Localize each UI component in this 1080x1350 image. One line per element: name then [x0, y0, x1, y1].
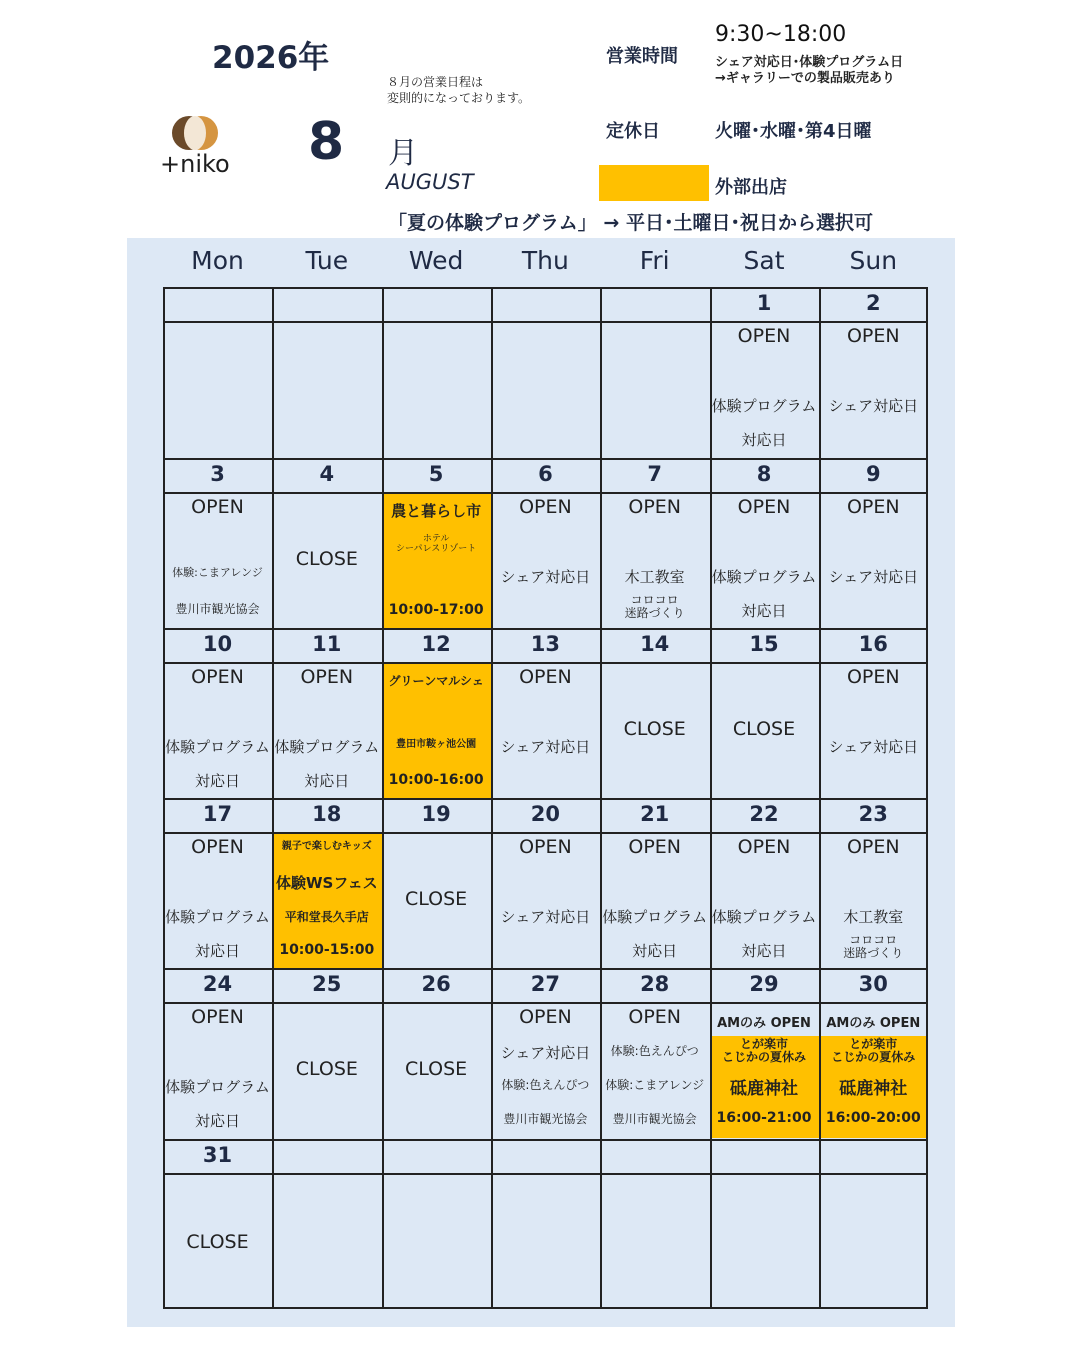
- day-number: 31: [202, 1143, 233, 1167]
- day-28-line-2: 体験:こまアレンジ: [605, 1078, 705, 1092]
- grid-line: [163, 628, 928, 630]
- day-18-line-1: 体験WSフェス: [275, 874, 378, 892]
- grid-line: [163, 832, 928, 834]
- day-cell-3: [163, 458, 272, 628]
- day-8-line-1: 体験プログラム: [711, 568, 817, 586]
- day-cell-16: [819, 628, 928, 798]
- day-16-line-0: OPEN: [846, 666, 900, 688]
- day-cell-7: [600, 458, 709, 628]
- day-18-line-3: 10:00-15:00: [279, 942, 375, 958]
- day-30-line-1: とが楽市 こじかの夏休み: [831, 1037, 916, 1064]
- niko-logo: [160, 112, 250, 182]
- day-cell-29: [710, 968, 819, 1138]
- day-7-line-1: 木工教室: [624, 568, 685, 586]
- year-title: 2026年: [212, 40, 330, 76]
- day-cell-9: [819, 458, 928, 628]
- empty-cell: [710, 1139, 819, 1309]
- external-event-label: 外部出店: [715, 177, 787, 198]
- empty-cell: [600, 1139, 709, 1309]
- day-13-line-1: シェア対応日: [500, 738, 591, 756]
- day-15-line-0: CLOSE: [732, 718, 796, 740]
- grid-line: [163, 662, 928, 664]
- day-28-line-3: 豊川市観光協会: [612, 1112, 697, 1126]
- day-10-line-1: 体験プログラム: [165, 738, 270, 756]
- day-number: 7: [647, 462, 662, 486]
- day-3-line-2: 豊川市観光協会: [175, 602, 260, 616]
- day-cell-10: [163, 628, 272, 798]
- weekday-tue: Tue: [305, 246, 349, 275]
- day-number: 2: [865, 291, 881, 315]
- month-english: AUGUST: [386, 170, 474, 194]
- day-23-line-1: 木工教室: [843, 908, 904, 926]
- closed-days-value: 火曜･水曜･第4日曜: [715, 121, 872, 142]
- day-11-line-0: OPEN: [300, 666, 354, 688]
- day-number: 19: [421, 802, 451, 826]
- day-10-line-0: OPEN: [191, 666, 244, 688]
- grid-line: [163, 492, 928, 494]
- hours-label: 営業時間: [606, 46, 678, 67]
- logo-text: +niko: [160, 150, 230, 178]
- day-5-line-2: 10:00-17:00: [388, 602, 484, 618]
- hours-value: 9:30~18:00: [715, 22, 847, 47]
- day-3-line-0: OPEN: [191, 496, 244, 518]
- grid-line: [710, 287, 712, 1309]
- day-21-line-0: OPEN: [628, 836, 681, 858]
- day-1-line-1: 体験プログラム: [711, 397, 817, 415]
- day-6-line-1: シェア対応日: [500, 568, 591, 586]
- grid-line: [163, 287, 165, 1309]
- day-19-line-0: CLOSE: [404, 888, 468, 910]
- grid-line: [600, 287, 602, 1309]
- day-8-line-0: OPEN: [737, 496, 791, 518]
- day-cell-22: [710, 798, 819, 968]
- day-cell-24: [163, 968, 272, 1138]
- day-number: 21: [640, 802, 670, 826]
- day-17-line-1: 体験プログラム: [165, 908, 270, 926]
- day-21-line-2: 対応日: [632, 942, 678, 960]
- day-cell-20: [491, 798, 600, 968]
- day-22-line-1: 体験プログラム: [711, 908, 817, 926]
- day-6-line-0: OPEN: [519, 496, 572, 518]
- empty-cell: [382, 287, 491, 457]
- empty-cell: [819, 1139, 928, 1309]
- summer-program-note: 「夏の体験プログラム」 → 平日･土曜日･祝日から選択可: [388, 212, 873, 234]
- day-9-line-1: シェア対応日: [828, 568, 919, 586]
- day-30-line-3: 16:00-20:00: [825, 1110, 921, 1126]
- day-26-line-0: CLOSE: [404, 1058, 468, 1080]
- day-20-line-0: OPEN: [519, 836, 572, 858]
- grid-line: [819, 287, 821, 1309]
- schedule-notice: ８月の営業日程は 変則的になっております。: [387, 75, 531, 105]
- day-cell-5: [382, 458, 491, 628]
- day-cell-30: [819, 968, 928, 1138]
- day-28-line-1: 体験:色えんぴつ: [610, 1044, 699, 1058]
- grid-line: [163, 1139, 928, 1141]
- day-number: 23: [858, 802, 888, 826]
- day-31-line-0: CLOSE: [186, 1231, 249, 1253]
- day-12-line-0: グリーンマルシェ: [388, 674, 484, 688]
- day-27-line-0: OPEN: [519, 1006, 572, 1028]
- grid-line: [163, 1173, 928, 1175]
- day-cell-14: [600, 628, 709, 798]
- day-number: 14: [640, 632, 670, 656]
- grid-line: [272, 287, 274, 1309]
- empty-cell: [382, 1139, 491, 1309]
- day-number: 17: [202, 802, 233, 826]
- grid-line: [163, 287, 928, 289]
- day-number: 1: [756, 291, 772, 315]
- day-number: 13: [530, 632, 560, 656]
- day-11-line-1: 体験プログラム: [274, 738, 380, 756]
- day-number: 18: [312, 802, 342, 826]
- day-5-line-0: 農と暮らし市: [391, 502, 482, 520]
- empty-cell: [491, 287, 600, 457]
- weekday-sat: Sat: [743, 246, 785, 275]
- day-28-line-0: OPEN: [628, 1006, 681, 1028]
- day-27-line-3: 豊川市観光協会: [503, 1112, 588, 1126]
- day-7-line-0: OPEN: [628, 496, 681, 518]
- day-7-line-2: コロコロ 迷路づくり: [624, 593, 685, 620]
- month-number: 8: [308, 112, 345, 172]
- day-cell-31: [163, 1139, 272, 1309]
- closed-days-label: 定休日: [606, 121, 660, 142]
- day-12-line-2: 10:00-16:00: [388, 772, 484, 788]
- day-3-line-1: 体験:こまアレンジ: [172, 566, 263, 579]
- day-number: 16: [858, 632, 888, 656]
- day-cell-12: [382, 628, 491, 798]
- grid-line: [163, 321, 928, 323]
- month-kanji: 月: [388, 136, 418, 171]
- day-number: 4: [319, 462, 335, 486]
- day-cell-6: [491, 458, 600, 628]
- grid-line: [163, 1002, 928, 1004]
- day-27-line-1: シェア対応日: [500, 1044, 591, 1062]
- weekday-sun: Sun: [849, 246, 898, 275]
- day-4-line-0: CLOSE: [295, 548, 358, 570]
- day-cell-21: [600, 798, 709, 968]
- day-cell-13: [491, 628, 600, 798]
- empty-cell: [491, 1139, 600, 1309]
- day-17-line-0: OPEN: [191, 836, 244, 858]
- day-1-line-0: OPEN: [737, 325, 791, 347]
- day-23-line-0: OPEN: [846, 836, 900, 858]
- day-cell-26: [382, 968, 491, 1138]
- weekday-mon: Mon: [191, 246, 244, 275]
- day-18-line-2: 平和堂長久手店: [284, 910, 369, 924]
- day-22-line-2: 対応日: [741, 942, 787, 960]
- day-cell-4: [272, 458, 381, 628]
- day-29-line-2: 砥鹿神社: [730, 1079, 798, 1099]
- grid-line: [382, 287, 384, 1309]
- day-22-line-0: OPEN: [737, 836, 791, 858]
- empty-cell: [163, 287, 272, 457]
- day-25-line-0: CLOSE: [295, 1058, 358, 1080]
- day-29-line-1: とが楽市 こじかの夏休み: [721, 1037, 806, 1064]
- day-number: 30: [858, 972, 888, 996]
- grid-line: [491, 287, 493, 1309]
- day-cell-28: [600, 968, 709, 1138]
- day-9-line-0: OPEN: [846, 496, 900, 518]
- weekday-wed: Wed: [408, 246, 464, 275]
- day-cell-2: [819, 287, 928, 457]
- day-16-line-1: シェア対応日: [828, 738, 919, 756]
- day-number: 26: [421, 972, 451, 996]
- day-number: 24: [202, 972, 233, 996]
- day-number: 29: [749, 972, 779, 996]
- day-number: 5: [428, 462, 444, 486]
- day-number: 15: [749, 632, 779, 656]
- day-14-line-0: CLOSE: [623, 718, 686, 740]
- day-number: 6: [538, 462, 553, 486]
- day-2-line-0: OPEN: [846, 325, 900, 347]
- day-11-line-2: 対応日: [304, 772, 350, 790]
- day-number: 10: [202, 632, 233, 656]
- day-cell-23: [819, 798, 928, 968]
- empty-cell: [272, 1139, 381, 1309]
- day-10-line-2: 対応日: [194, 772, 240, 790]
- day-1-line-2: 対応日: [741, 431, 787, 449]
- day-number: 3: [210, 462, 225, 486]
- grid-line: [163, 458, 928, 460]
- day-number: 25: [312, 972, 342, 996]
- day-cell-15: [710, 628, 819, 798]
- day-12-line-1: 豊田市鞍ヶ池公園: [396, 739, 477, 750]
- day-number: 12: [421, 632, 451, 656]
- hours-note: シェア対応日･体験プログラム日 →ギャラリーでの製品販売あり: [715, 55, 904, 86]
- day-cell-8: [710, 458, 819, 628]
- calendar-grid: [163, 287, 928, 1309]
- day-number: 27: [530, 972, 560, 996]
- day-27-line-2: 体験:色えんぴつ: [501, 1078, 590, 1092]
- day-24-line-1: 体験プログラム: [165, 1078, 270, 1096]
- day-number: 11: [312, 632, 342, 656]
- day-number: 8: [756, 462, 772, 486]
- day-cell-11: [272, 628, 381, 798]
- empty-cell: [272, 287, 381, 457]
- day-number: 20: [530, 802, 560, 826]
- day-23-line-2: コロコロ 迷路づくり: [843, 933, 904, 960]
- day-20-line-1: シェア対応日: [500, 908, 591, 926]
- day-8-line-2: 対応日: [741, 602, 787, 620]
- day-18-line-0: 親子で楽しむキッズ: [281, 841, 372, 852]
- day-21-line-1: 体験プログラム: [602, 908, 708, 926]
- empty-cell: [600, 287, 709, 457]
- day-5-line-1: ホテル シーパレスリゾート: [395, 534, 477, 554]
- day-cell-17: [163, 798, 272, 968]
- grid-line: [163, 1307, 928, 1309]
- day-number: 22: [749, 802, 779, 826]
- day-cell-25: [272, 968, 381, 1138]
- day-13-line-0: OPEN: [519, 666, 572, 688]
- weekday-fri: Fri: [639, 246, 670, 275]
- weekday-thu: Thu: [521, 246, 569, 275]
- grid-line: [163, 798, 928, 800]
- day-30-line-0: AMのみ OPEN: [826, 1016, 921, 1031]
- day-24-line-0: OPEN: [191, 1006, 244, 1028]
- external-event-swatch: [599, 165, 709, 201]
- day-number: 28: [640, 972, 670, 996]
- day-29-line-0: AMのみ OPEN: [717, 1016, 811, 1031]
- grid-line: [926, 287, 928, 1309]
- day-2-line-1: シェア対応日: [828, 397, 919, 415]
- day-17-line-2: 対応日: [194, 942, 240, 960]
- day-24-line-2: 対応日: [194, 1112, 240, 1130]
- day-cell-1: [710, 287, 819, 457]
- grid-line: [163, 968, 928, 970]
- day-cell-18: [272, 798, 381, 968]
- day-30-line-2: 砥鹿神社: [839, 1079, 908, 1099]
- day-29-line-3: 16:00-21:00: [716, 1110, 812, 1126]
- day-number: 9: [865, 462, 881, 486]
- day-cell-27: [491, 968, 600, 1138]
- day-cell-19: [382, 798, 491, 968]
